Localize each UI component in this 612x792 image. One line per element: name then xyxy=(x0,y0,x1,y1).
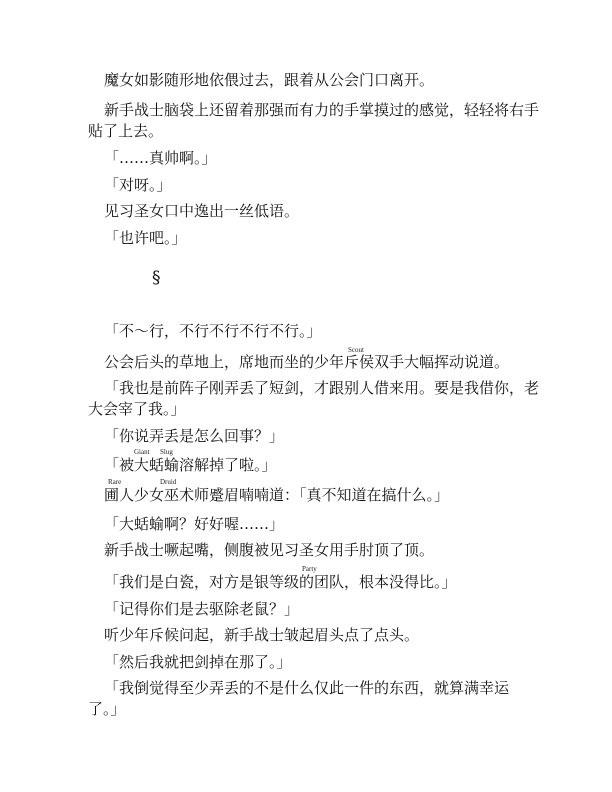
dialogue-line: 大会宰了我。」 xyxy=(88,400,186,418)
dialogue-line: 「我们是白瓷，对方是银等级的团队，根本没得比。」 xyxy=(104,573,457,591)
dialogue-line: 了。」 xyxy=(88,700,126,718)
ruby-annotation-druid: Druid xyxy=(160,478,177,486)
dialogue-line: 「被大蛞蝓溶解掉了啦。」 xyxy=(104,456,277,474)
dialogue-line: 「不～行，不行不行不行不行。」 xyxy=(104,322,322,340)
paragraph-line: 听少年斥候问起，新手战士皱起眉头点了点头。 xyxy=(104,626,420,644)
dialogue-line: 「也许吧。」 xyxy=(104,229,187,247)
paragraph-line: 圃人少女巫术师蹙眉喃喃道：「真不知道在搞什么。」 xyxy=(104,486,450,504)
dialogue-line: 「大蛞蝓啊？好好喔……」 xyxy=(104,515,285,533)
dialogue-line: 「我倒觉得至少弄丢的不是什么仅此一件的东西，就算满幸运 xyxy=(104,679,510,697)
ruby-annotation-rare: Rare xyxy=(108,478,122,486)
paragraph-line: 魔女如影随形地依偎过去，跟着从公会门口离开。 xyxy=(104,71,435,89)
ruby-annotation-slug: Slug xyxy=(160,448,173,456)
ruby-annotation-giant: Giant xyxy=(134,448,150,456)
paragraph-line: 新手战士噘起嘴，侧腹被见习圣女用手肘顶了顶。 xyxy=(104,541,435,559)
dialogue-line: 「……真帅啊。」 xyxy=(104,149,217,167)
paragraph-line: 公会后头的草地上，席地而坐的少年斥侯双手大幅挥动说道。 xyxy=(104,353,510,371)
dialogue-line: 「然后我就把剑掉在那了。」 xyxy=(104,653,292,671)
paragraph-line: 贴了上去。 xyxy=(88,122,164,140)
section-break-mark: § xyxy=(152,268,161,288)
ruby-annotation-scout: Scout xyxy=(348,346,364,354)
dialogue-line: 「你说弄丢是怎么回事？」 xyxy=(104,427,285,445)
dialogue-line: 「记得你们是去驱除老鼠？」 xyxy=(104,600,300,618)
paragraph-line: 新手战士脑袋上还留着那强而有力的手掌摸过的感觉，轻轻将右手 xyxy=(104,101,540,119)
paragraph-line: 见习圣女口中逸出一丝低语。 xyxy=(104,202,300,220)
dialogue-line: 「对呀。」 xyxy=(104,176,172,194)
dialogue-line: 「我也是前阵子刚弄丢了短剑，才跟别人借来用。要是我借你，老 xyxy=(104,379,540,397)
ruby-annotation-party: Party xyxy=(302,565,317,573)
